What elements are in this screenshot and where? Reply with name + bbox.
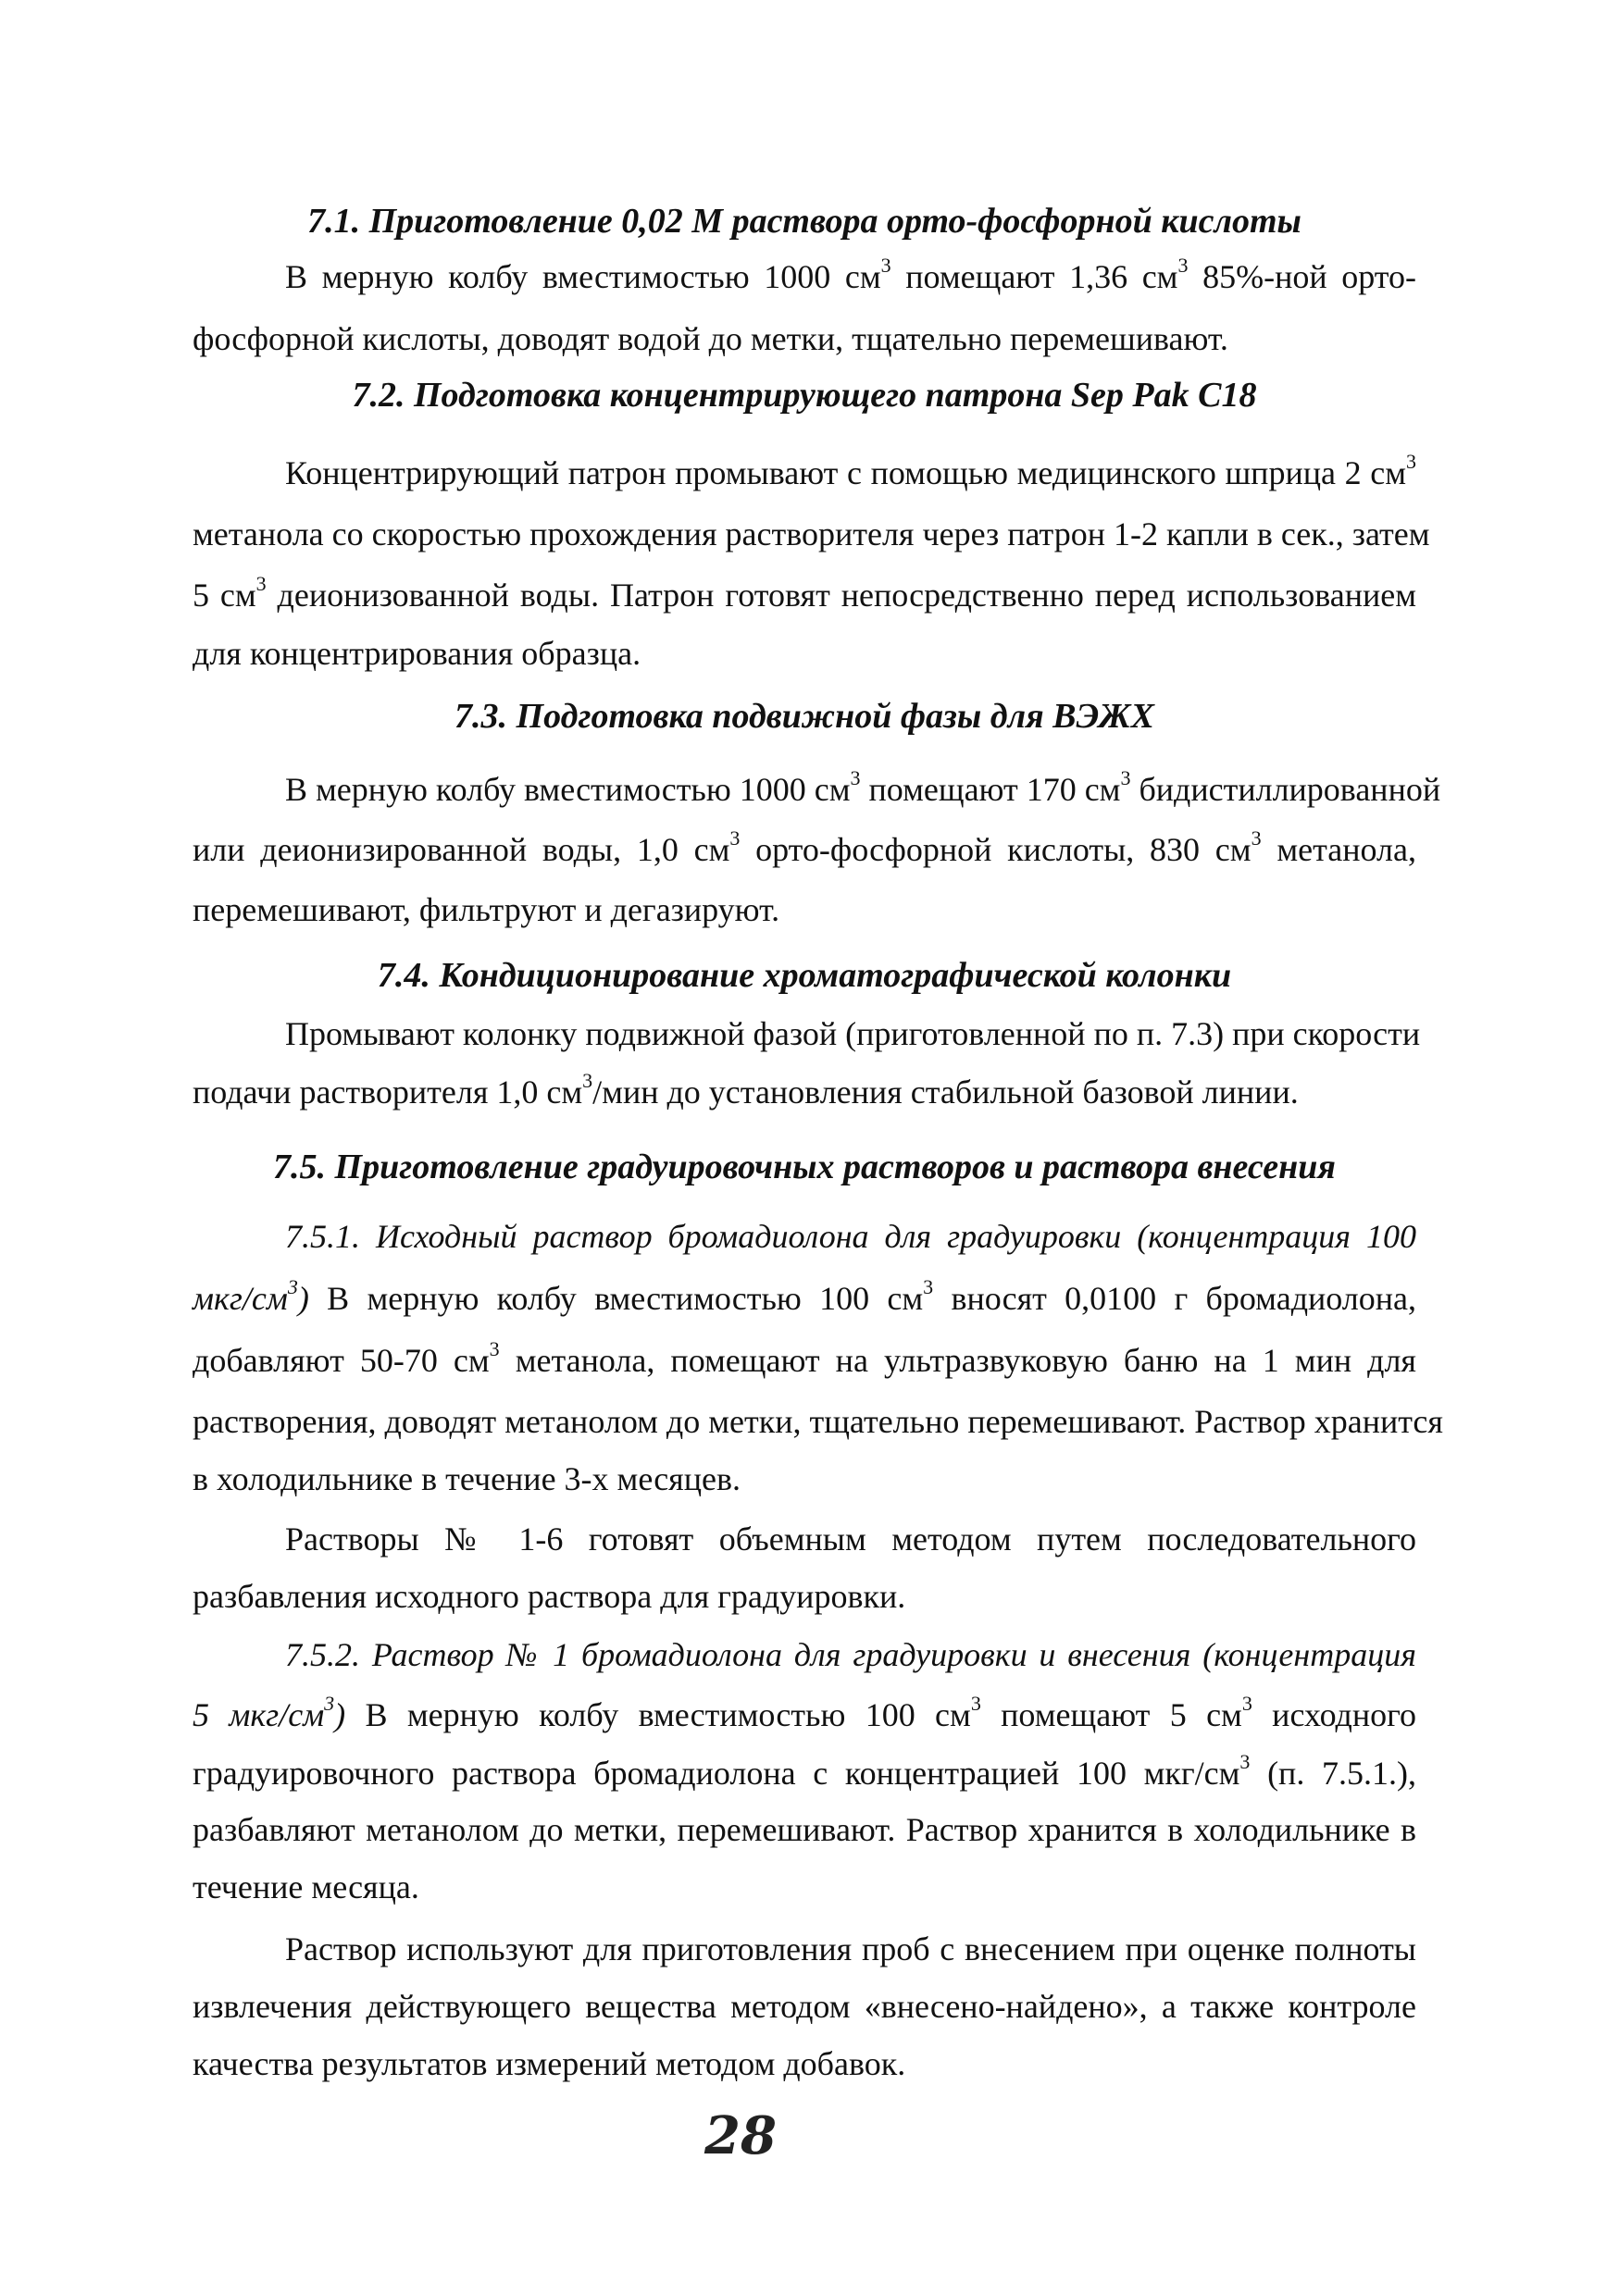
section-7-3-line-3: перемешивают, фильтруют и дегазируют. (193, 891, 780, 928)
section-7-5-2-concentration: 5 мкг/$см^3$) (193, 1692, 346, 1733)
section-7-1-line-2: фосфорной кислоты, доводят водой до метки, тщательно перемешивают. (193, 320, 1228, 357)
section-7-3-line-1: В мерную колбу вместимостью 1000 $см^3$ помещают 170 $см^3$ бидистиллированной (285, 766, 1441, 808)
section-7-5-heading: 7.5. Приготовление градуировочных растворов и раствора внесения (273, 1148, 1336, 1186)
section-7-5-1-concentration: мкг/$см^3$) (193, 1275, 309, 1317)
usage-paragraph-line-1: Раствор используют для приготовления проб с внесением при оценке полноты (285, 1930, 1416, 1967)
section-7-1-line-1: В мерную колбу вместимостью 1000 $см^3$ помещают 1,36 $см^3$ 85%-ной орто- (285, 254, 1416, 295)
section-7-5-2-heading-line: 7.5.2. Раствор № 1 бромадиолона для градуировки и внесения (концентрация (285, 1636, 1416, 1673)
section-7-5-1-heading-line: 7.5.1. Исходный раствор бромадиолона для градуировки (концентрация 100 (285, 1218, 1416, 1255)
section-7-3-heading: 7.3. Подготовка подвижной фазы для ВЭЖХ (455, 697, 1154, 736)
section-7-2-line-3: 5 $см^3$ деионизованной воды. Патрон готовят непосредственно перед использованием (193, 572, 1416, 614)
section-7-5-1-line-3: добавляют 50-70 $см^3$ метанола, помещают на ультразвуковую баню на 1 мин для (193, 1337, 1416, 1379)
section-7-5-2-line-2: 5 мкг/$см^3$) В мерную колбу вместимостью 100 $см^3$ помещают 5 $см^3$ исходного (193, 1692, 1416, 1733)
section-7-4-line-2: подачи растворителя 1,0 $см^3$/мин до установления стабильной базовой линии. (193, 1069, 1299, 1111)
section-7-4-line-1: Промывают колонку подвижной фазой (приготовленной по п. 7.3) при скорости (285, 1015, 1421, 1052)
section-7-5-1-line-4: растворения, доводят метанолом до метки, тщательно перемешивают. Раствор хранится (193, 1403, 1443, 1440)
section-7-5-2-line-4: разбавляют метанолом до метки, перемешивают. Раствор хранится в холодильнике в (193, 1811, 1416, 1848)
section-7-2-heading: 7.2. Подготовка концентрирующего патрона Sep Pak C18 (352, 376, 1257, 415)
usage-paragraph-line-3: качества результатов измерений методом добавок. (193, 2045, 906, 2082)
section-7-2-line-4: для концентрирования образца. (193, 635, 641, 672)
solutions-paragraph-line-2: разбавления исходного раствора для градуировки. (193, 1578, 906, 1615)
section-7-2-line-2: метанола со скоростью прохождения растворителя через патрон 1-2 капли в сек., затем (193, 515, 1430, 552)
section-7-3-line-2: или деионизированной воды, 1,0 $см^3$ орто-фосфорной кислоты, 830 $см^3$ метанола, (193, 826, 1416, 868)
section-7-4-heading: 7.4. Кондиционирование хроматографической колонки (377, 956, 1232, 995)
page-number: 28 (704, 2105, 777, 2166)
section-7-5-1-line-2: мкг/$см^3$) В мерную колбу вместимостью 100 $см^3$ вносят 0,0100 г бромадиолона, (193, 1275, 1417, 1317)
section-7-2-line-1: Концентрирующий патрон промывают с помощью медицинского шприца 2 $см^3$ (285, 450, 1416, 491)
solutions-paragraph-line-1: Растворы № 1-6 готовят объемным методом путем последовательного (285, 1520, 1416, 1558)
section-7-5-2-line-3: градуировочного раствора бромадиолона с концентрацией 100 мкг/$см^3$ (п. 7.5.1.), (193, 1750, 1416, 1792)
section-7-5-2-line-5: течение месяца. (193, 1868, 419, 1905)
section-7-1-heading: 7.1. Приготовление 0,02 М раствора орто-фосфорной кислоты (307, 202, 1301, 241)
section-7-5-1-line-5: в холодильнике в течение 3-х месяцев. (193, 1460, 741, 1497)
usage-paragraph-line-2: извлечения действующего вещества методом «внесено-найдено», а также контроле (193, 1988, 1416, 2025)
